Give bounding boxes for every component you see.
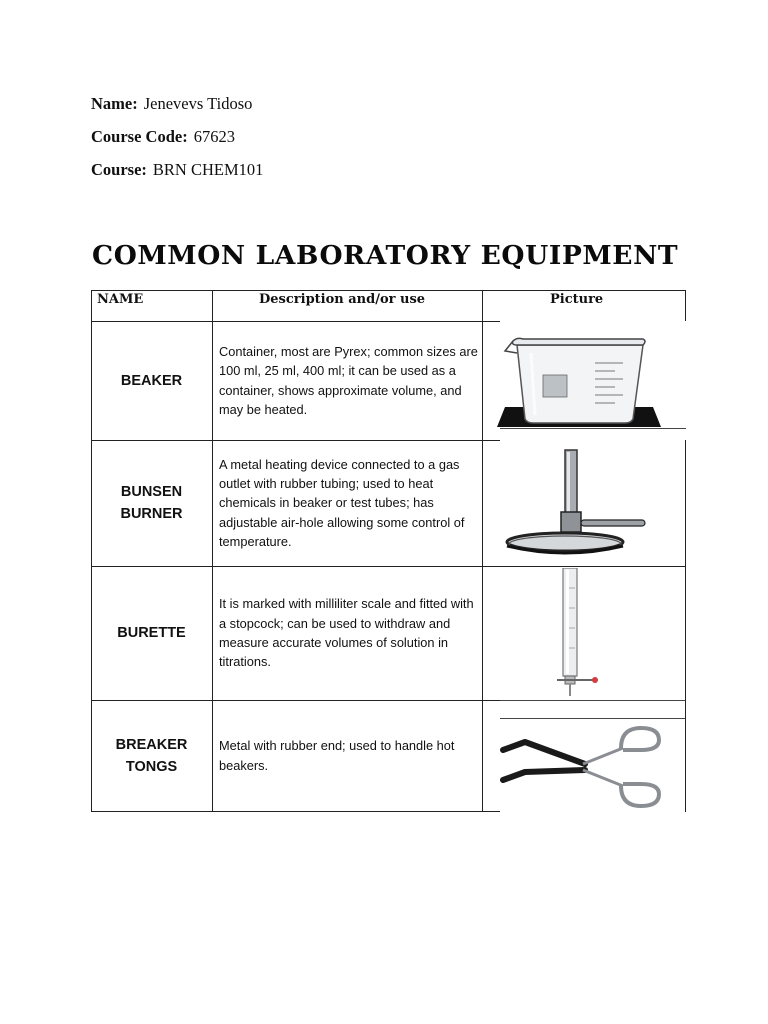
name-label: Name: (91, 94, 138, 113)
equipment-description: It is marked with milliliter scale and fitted with a stopcock; can be used to withdraw and measure accurate volumes of solution in titrations. (219, 596, 474, 670)
course (91, 160, 263, 180)
course-code (91, 127, 235, 147)
equipment-name: BURETTE (117, 625, 186, 641)
table-border-top (91, 290, 686, 291)
table-border-right (685, 440, 686, 566)
beaker-image-edge (483, 429, 685, 440)
course-value: BRN CHEM101 (152, 160, 264, 179)
name-value: Jenevevs Tidoso (143, 94, 253, 113)
column-header-picture: Picture (550, 292, 604, 307)
course-code-label: Course Code: (91, 127, 188, 146)
burette-image (483, 568, 685, 698)
table-border-right (685, 700, 686, 812)
table-border-right (685, 566, 686, 700)
picture-divider (500, 700, 686, 701)
course-code-value: 67623 (193, 127, 235, 146)
equipment-description: A metal heating device connected to a gas outlet with rubber tubing; used to heat chemicals in beaker or test tubes; has adjustable air-hole allowing some control of temperature. (219, 456, 465, 549)
bunsen-burner-image (483, 442, 685, 564)
equipment-name: BREAKER TONGS (115, 736, 188, 775)
column-header-description: Description and/or use (259, 292, 426, 307)
course-label: Course: (91, 160, 147, 179)
tongs-image (483, 720, 685, 810)
column-header-name: NAME (97, 292, 144, 307)
beaker-image (483, 323, 685, 427)
equipment-description: Metal with rubber end; used to handle hot beakers. (219, 738, 455, 773)
student-name (91, 94, 252, 114)
document-title: COMMON LABORATORY EQUIPMENT (92, 240, 679, 271)
equipment-name: BUNSEN BURNER (120, 484, 183, 522)
equipment-description: Container, most are Pyrex; common sizes are 100 ml, 25 ml, 400 ml; it can be used as a container, shows approximate volume, and may be heated. (219, 343, 478, 417)
table-border-bottom (91, 811, 500, 812)
table-border-right (685, 290, 686, 321)
equipment-name: BEAKER (120, 372, 183, 389)
column-divider (212, 290, 213, 812)
equipment-table (91, 290, 686, 812)
picture-divider (500, 718, 686, 719)
